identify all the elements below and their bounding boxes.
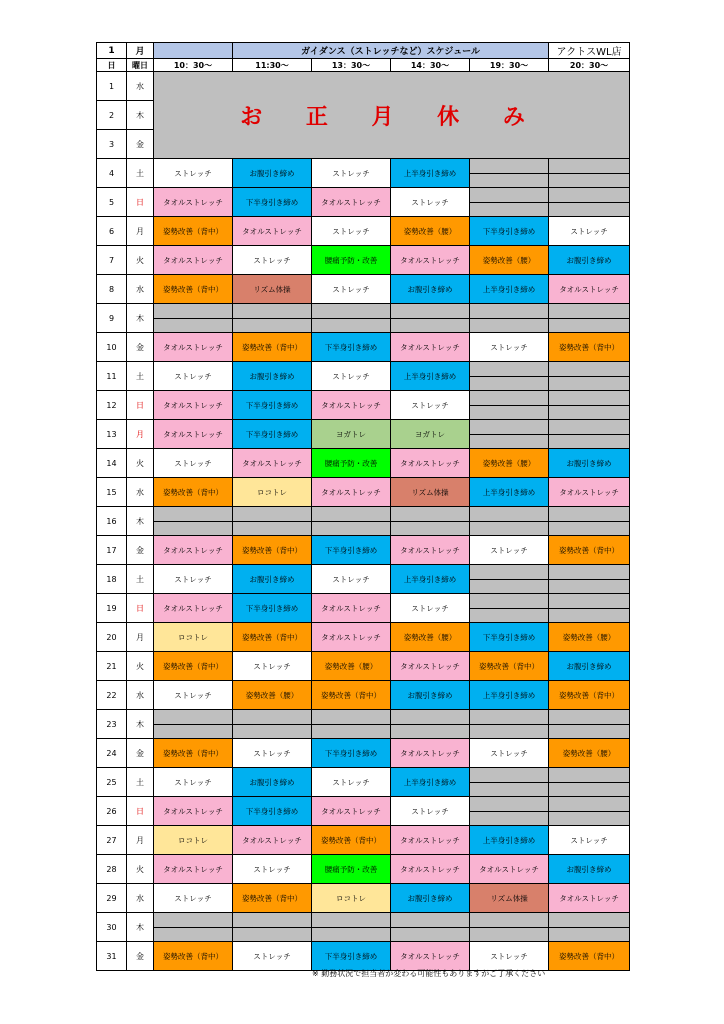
lesson-cell: 姿勢改善（背中） bbox=[233, 623, 312, 652]
day-column-header: 日 bbox=[97, 59, 127, 72]
weekday: 火 bbox=[127, 246, 154, 275]
lesson-cell: 上半身引き締め bbox=[470, 275, 549, 304]
weekday: 火 bbox=[127, 449, 154, 478]
day-number: 5 bbox=[97, 188, 127, 217]
day-number: 22 bbox=[97, 681, 127, 710]
time-header: 19：30～ bbox=[470, 59, 549, 72]
lesson-cell: タオルストレッチ bbox=[312, 188, 391, 217]
day-number: 7 bbox=[97, 246, 127, 275]
lesson-cell: ストレッチ bbox=[233, 855, 312, 884]
lesson-cell: お腹引き締め bbox=[233, 159, 312, 188]
lesson-cell: ストレッチ bbox=[470, 739, 549, 768]
weekday: 金 bbox=[127, 333, 154, 362]
lesson-cell: 上半身引き締め bbox=[470, 681, 549, 710]
day-number: 30 bbox=[97, 913, 127, 942]
empty-slot bbox=[549, 913, 630, 942]
weekday: 木 bbox=[127, 101, 154, 130]
lesson-cell: 姿勢改善（腰） bbox=[549, 739, 630, 768]
lesson-cell: ストレッチ bbox=[549, 217, 630, 246]
day-row bbox=[97, 478, 630, 507]
lesson-cell: 上半身引き締め bbox=[391, 565, 470, 594]
lesson-cell: ストレッチ bbox=[233, 246, 312, 275]
empty-slot bbox=[154, 304, 233, 333]
lesson-cell: 姿勢改善（腰） bbox=[312, 652, 391, 681]
lesson-cell: お腹引き締め bbox=[391, 275, 470, 304]
lesson-cell: 姿勢改善（腰） bbox=[233, 681, 312, 710]
lesson-cell: ヨガトレ bbox=[312, 420, 391, 449]
day-number: 23 bbox=[97, 710, 127, 739]
lesson-cell: 姿勢改善（背中） bbox=[233, 884, 312, 913]
day-number: 12 bbox=[97, 391, 127, 420]
empty-slot bbox=[470, 159, 549, 188]
weekday: 日 bbox=[127, 797, 154, 826]
lesson-cell: ストレッチ bbox=[312, 362, 391, 391]
lesson-cell: タオルストレッチ bbox=[233, 826, 312, 855]
empty-slot bbox=[470, 913, 549, 942]
weekday: 水 bbox=[127, 884, 154, 913]
day-row bbox=[97, 623, 630, 652]
day-number: 14 bbox=[97, 449, 127, 478]
month-number: 1 bbox=[97, 43, 127, 59]
lesson-cell: 姿勢改善（背中） bbox=[233, 333, 312, 362]
day-row bbox=[97, 826, 630, 855]
day-row bbox=[97, 420, 630, 449]
day-row bbox=[97, 275, 630, 304]
lesson-cell: タオルストレッチ bbox=[391, 652, 470, 681]
empty-slot bbox=[470, 710, 549, 739]
lesson-cell: ストレッチ bbox=[154, 159, 233, 188]
lesson-cell: ストレッチ bbox=[391, 188, 470, 217]
weekday: 月 bbox=[127, 217, 154, 246]
empty-slot bbox=[470, 420, 549, 449]
weekday: 金 bbox=[127, 942, 154, 971]
lesson-cell: タオルストレッチ bbox=[391, 246, 470, 275]
lesson-cell: お腹引き締め bbox=[391, 884, 470, 913]
day-row bbox=[97, 710, 630, 739]
day-row bbox=[97, 362, 630, 391]
lesson-cell: 上半身引き締め bbox=[391, 768, 470, 797]
lesson-cell: 下半身引き締め bbox=[470, 623, 549, 652]
weekday: 金 bbox=[127, 130, 154, 159]
weekday: 月 bbox=[127, 420, 154, 449]
day-row bbox=[97, 304, 630, 333]
day-number: 27 bbox=[97, 826, 127, 855]
time-header: 11:30～ bbox=[233, 59, 312, 72]
lesson-cell: お腹引き締め bbox=[549, 449, 630, 478]
lesson-cell: 下半身引き締め bbox=[233, 594, 312, 623]
day-number: 6 bbox=[97, 217, 127, 246]
lesson-cell: タオルストレッチ bbox=[549, 884, 630, 913]
lesson-cell: タオルストレッチ bbox=[233, 217, 312, 246]
lesson-cell: タオルストレッチ bbox=[391, 942, 470, 971]
weekday: 土 bbox=[127, 362, 154, 391]
empty-slot bbox=[154, 710, 233, 739]
lesson-cell: 姿勢改善（背中） bbox=[470, 652, 549, 681]
day-row bbox=[97, 565, 630, 594]
day-number: 19 bbox=[97, 594, 127, 623]
weekday: 木 bbox=[127, 507, 154, 536]
weekday: 日 bbox=[127, 188, 154, 217]
weekday: 日 bbox=[127, 594, 154, 623]
weekday: 月 bbox=[127, 623, 154, 652]
lesson-cell: タオルストレッチ bbox=[391, 826, 470, 855]
day-row bbox=[97, 884, 630, 913]
lesson-cell: 上半身引き締め bbox=[470, 826, 549, 855]
lesson-cell: お腹引き締め bbox=[233, 768, 312, 797]
lesson-cell: ストレッチ bbox=[391, 797, 470, 826]
lesson-cell: ストレッチ bbox=[312, 768, 391, 797]
empty-slot bbox=[549, 188, 630, 217]
lesson-cell: ストレッチ bbox=[312, 565, 391, 594]
lesson-cell: ストレッチ bbox=[154, 768, 233, 797]
empty-slot bbox=[549, 797, 630, 826]
lesson-cell: お腹引き締め bbox=[549, 652, 630, 681]
empty-slot bbox=[470, 768, 549, 797]
weekday: 金 bbox=[127, 536, 154, 565]
day-row bbox=[97, 217, 630, 246]
day-number: 8 bbox=[97, 275, 127, 304]
empty-slot bbox=[549, 768, 630, 797]
empty-slot bbox=[470, 507, 549, 536]
lesson-cell: タオルストレッチ bbox=[154, 246, 233, 275]
empty-slot bbox=[549, 420, 630, 449]
lesson-cell: タオルストレッチ bbox=[154, 333, 233, 362]
day-number: 15 bbox=[97, 478, 127, 507]
store-name: アクトスWL店 bbox=[549, 43, 630, 59]
day-row bbox=[97, 652, 630, 681]
lesson-cell: お腹引き締め bbox=[549, 246, 630, 275]
empty-slot bbox=[233, 710, 312, 739]
lesson-cell: 姿勢改善（腰） bbox=[391, 217, 470, 246]
lesson-cell: ロコトレ bbox=[233, 478, 312, 507]
lesson-cell: 姿勢改善（腰） bbox=[549, 623, 630, 652]
lesson-cell: タオルストレッチ bbox=[391, 536, 470, 565]
lesson-cell: タオルストレッチ bbox=[312, 391, 391, 420]
lesson-cell: 姿勢改善（背中） bbox=[154, 478, 233, 507]
empty-slot bbox=[549, 594, 630, 623]
day-row bbox=[97, 536, 630, 565]
lesson-cell: タオルストレッチ bbox=[154, 391, 233, 420]
day-number: 4 bbox=[97, 159, 127, 188]
weekday-column-header: 曜日 bbox=[127, 59, 154, 72]
weekday: 火 bbox=[127, 652, 154, 681]
empty-slot bbox=[470, 797, 549, 826]
empty-slot bbox=[312, 913, 391, 942]
lesson-cell: ストレッチ bbox=[470, 536, 549, 565]
weekday: 水 bbox=[127, 275, 154, 304]
lesson-cell: 下半身引き締め bbox=[233, 420, 312, 449]
empty-slot bbox=[549, 507, 630, 536]
lesson-cell: タオルストレッチ bbox=[312, 797, 391, 826]
weekday: 木 bbox=[127, 913, 154, 942]
lesson-cell: タオルストレッチ bbox=[154, 188, 233, 217]
day-number: 17 bbox=[97, 536, 127, 565]
empty-slot bbox=[549, 710, 630, 739]
lesson-cell: 下半身引き締め bbox=[470, 217, 549, 246]
empty-slot bbox=[233, 913, 312, 942]
lesson-cell: お腹引き締め bbox=[549, 855, 630, 884]
lesson-cell: ストレッチ bbox=[233, 739, 312, 768]
lesson-cell: 姿勢改善（腰） bbox=[391, 623, 470, 652]
empty-slot bbox=[470, 391, 549, 420]
day-number: 21 bbox=[97, 652, 127, 681]
header-row bbox=[97, 43, 630, 59]
lesson-cell: 下半身引き締め bbox=[233, 188, 312, 217]
weekday: 土 bbox=[127, 159, 154, 188]
lesson-cell: 姿勢改善（背中） bbox=[549, 536, 630, 565]
lesson-cell: ストレッチ bbox=[154, 884, 233, 913]
lesson-cell: タオルストレッチ bbox=[154, 536, 233, 565]
empty-slot bbox=[549, 362, 630, 391]
day-row bbox=[97, 594, 630, 623]
day-number: 2 bbox=[97, 101, 127, 130]
lesson-cell: 下半身引き締め bbox=[312, 739, 391, 768]
empty-slot bbox=[470, 594, 549, 623]
lesson-cell: 姿勢改善（背中） bbox=[312, 826, 391, 855]
lesson-cell: お腹引き締め bbox=[233, 565, 312, 594]
lesson-cell: タオルストレッチ bbox=[391, 855, 470, 884]
weekday: 日 bbox=[127, 391, 154, 420]
lesson-cell: ストレッチ bbox=[154, 449, 233, 478]
lesson-cell: 腰痛予防・改善 bbox=[312, 449, 391, 478]
lesson-cell: 腰痛予防・改善 bbox=[312, 246, 391, 275]
lesson-cell: タオルストレッチ bbox=[391, 333, 470, 362]
day-row bbox=[97, 681, 630, 710]
day-number: 10 bbox=[97, 333, 127, 362]
lesson-cell: 姿勢改善（背中） bbox=[154, 942, 233, 971]
empty-slot bbox=[470, 565, 549, 594]
lesson-cell: 上半身引き締め bbox=[391, 159, 470, 188]
weekday: 水 bbox=[127, 478, 154, 507]
schedule-table bbox=[96, 42, 630, 971]
day-row bbox=[97, 913, 630, 942]
month-label: 月 bbox=[127, 43, 154, 59]
lesson-cell: 下半身引き締め bbox=[233, 391, 312, 420]
day-row bbox=[97, 72, 630, 101]
lesson-cell: タオルストレッチ bbox=[312, 623, 391, 652]
lesson-cell: 下半身引き締め bbox=[312, 333, 391, 362]
lesson-cell: ストレッチ bbox=[312, 217, 391, 246]
lesson-cell: ヨガトレ bbox=[391, 420, 470, 449]
day-number: 25 bbox=[97, 768, 127, 797]
day-number: 20 bbox=[97, 623, 127, 652]
day-number: 28 bbox=[97, 855, 127, 884]
empty-slot bbox=[549, 391, 630, 420]
lesson-cell: ストレッチ bbox=[233, 942, 312, 971]
weekday: 水 bbox=[127, 72, 154, 101]
day-number: 31 bbox=[97, 942, 127, 971]
lesson-cell: ロコトレ bbox=[312, 884, 391, 913]
lesson-cell: ストレッチ bbox=[391, 391, 470, 420]
day-row bbox=[97, 333, 630, 362]
lesson-cell: タオルストレッチ bbox=[312, 478, 391, 507]
day-number: 1 bbox=[97, 72, 127, 101]
empty-slot bbox=[391, 507, 470, 536]
lesson-cell: ストレッチ bbox=[470, 942, 549, 971]
day-number: 11 bbox=[97, 362, 127, 391]
lesson-cell: タオルストレッチ bbox=[312, 594, 391, 623]
empty-slot bbox=[470, 362, 549, 391]
day-number: 3 bbox=[97, 130, 127, 159]
lesson-cell: 腰痛予防・改善 bbox=[312, 855, 391, 884]
lesson-cell: ストレッチ bbox=[312, 275, 391, 304]
column-header-row bbox=[97, 59, 630, 72]
day-number: 18 bbox=[97, 565, 127, 594]
lesson-cell: ストレッチ bbox=[233, 652, 312, 681]
weekday: 火 bbox=[127, 855, 154, 884]
lesson-cell: 姿勢改善（背中） bbox=[549, 942, 630, 971]
lesson-cell: 下半身引き締め bbox=[312, 536, 391, 565]
day-number: 29 bbox=[97, 884, 127, 913]
lesson-cell: お腹引き締め bbox=[391, 681, 470, 710]
empty-slot bbox=[233, 507, 312, 536]
lesson-cell: タオルストレッチ bbox=[154, 420, 233, 449]
weekday: 水 bbox=[127, 681, 154, 710]
lesson-cell: 姿勢改善（背中） bbox=[154, 652, 233, 681]
weekday: 月 bbox=[127, 826, 154, 855]
lesson-cell: タオルストレッチ bbox=[391, 739, 470, 768]
lesson-cell: ストレッチ bbox=[154, 362, 233, 391]
lesson-cell: タオルストレッチ bbox=[154, 594, 233, 623]
lesson-cell: 姿勢改善（背中） bbox=[233, 536, 312, 565]
weekday: 木 bbox=[127, 304, 154, 333]
lesson-cell: ストレッチ bbox=[154, 681, 233, 710]
day-row bbox=[97, 188, 630, 217]
lesson-cell: リズム体操 bbox=[233, 275, 312, 304]
weekday: 土 bbox=[127, 768, 154, 797]
weekday: 土 bbox=[127, 565, 154, 594]
day-number: 24 bbox=[97, 739, 127, 768]
lesson-cell: 下半身引き締め bbox=[312, 942, 391, 971]
new-year-holiday-banner: お 正 月 休 み bbox=[154, 72, 630, 159]
day-row bbox=[97, 942, 630, 971]
empty-slot bbox=[312, 507, 391, 536]
empty-slot bbox=[391, 913, 470, 942]
lesson-cell: 姿勢改善（腰） bbox=[470, 246, 549, 275]
day-row bbox=[97, 797, 630, 826]
empty-slot bbox=[312, 304, 391, 333]
lesson-cell: タオルストレッチ bbox=[233, 449, 312, 478]
lesson-cell: ロコトレ bbox=[154, 623, 233, 652]
lesson-cell: タオルストレッチ bbox=[549, 478, 630, 507]
lesson-cell: 姿勢改善（背中） bbox=[549, 333, 630, 362]
day-row bbox=[97, 739, 630, 768]
lesson-cell: 姿勢改善（背中） bbox=[154, 217, 233, 246]
lesson-cell: ストレッチ bbox=[549, 826, 630, 855]
time-header: 20：30～ bbox=[549, 59, 630, 72]
day-number: 16 bbox=[97, 507, 127, 536]
lesson-cell: 姿勢改善（腰） bbox=[470, 449, 549, 478]
lesson-cell: 上半身引き締め bbox=[391, 362, 470, 391]
weekday: 金 bbox=[127, 739, 154, 768]
lesson-cell: 姿勢改善（背中） bbox=[154, 275, 233, 304]
empty-slot bbox=[391, 710, 470, 739]
lesson-cell: リズム体操 bbox=[391, 478, 470, 507]
empty-slot bbox=[549, 565, 630, 594]
title-spacer bbox=[154, 43, 233, 59]
lesson-cell: タオルストレッチ bbox=[154, 855, 233, 884]
lesson-cell: タオルストレッチ bbox=[391, 449, 470, 478]
lesson-cell: ロコトレ bbox=[154, 826, 233, 855]
lesson-cell: ストレッチ bbox=[154, 565, 233, 594]
lesson-cell: ストレッチ bbox=[312, 159, 391, 188]
lesson-cell: ストレッチ bbox=[470, 333, 549, 362]
day-row bbox=[97, 391, 630, 420]
lesson-cell: ストレッチ bbox=[391, 594, 470, 623]
schedule-sheet bbox=[96, 42, 629, 971]
lesson-cell: タオルストレッチ bbox=[154, 797, 233, 826]
day-number: 9 bbox=[97, 304, 127, 333]
empty-slot bbox=[233, 304, 312, 333]
empty-slot bbox=[549, 159, 630, 188]
time-header: 10：30～ bbox=[154, 59, 233, 72]
day-row bbox=[97, 507, 630, 536]
lesson-cell: リズム体操 bbox=[470, 884, 549, 913]
empty-slot bbox=[312, 710, 391, 739]
day-row bbox=[97, 768, 630, 797]
time-header: 13：30～ bbox=[312, 59, 391, 72]
empty-slot bbox=[391, 304, 470, 333]
page-title: ガイダンス（ストレッチなど）スケジュール bbox=[233, 43, 549, 59]
lesson-cell: タオルストレッチ bbox=[470, 855, 549, 884]
day-row bbox=[97, 159, 630, 188]
lesson-cell: 姿勢改善（背中） bbox=[549, 681, 630, 710]
empty-slot bbox=[154, 913, 233, 942]
lesson-cell: タオルストレッチ bbox=[549, 275, 630, 304]
day-number: 26 bbox=[97, 797, 127, 826]
weekday: 木 bbox=[127, 710, 154, 739]
day-row bbox=[97, 449, 630, 478]
day-number: 13 bbox=[97, 420, 127, 449]
empty-slot bbox=[549, 304, 630, 333]
empty-slot bbox=[470, 304, 549, 333]
time-header: 14：30～ bbox=[391, 59, 470, 72]
empty-slot bbox=[470, 188, 549, 217]
footnote: ※ 勤務状況で担当者が変わる可能性もありますがご了承ください bbox=[312, 969, 546, 978]
day-row bbox=[97, 855, 630, 884]
lesson-cell: 姿勢改善（背中） bbox=[154, 739, 233, 768]
lesson-cell: 姿勢改善（背中） bbox=[312, 681, 391, 710]
lesson-cell: お腹引き締め bbox=[233, 362, 312, 391]
lesson-cell: 下半身引き締め bbox=[233, 797, 312, 826]
lesson-cell: 上半身引き締め bbox=[470, 478, 549, 507]
day-row bbox=[97, 246, 630, 275]
empty-slot bbox=[154, 507, 233, 536]
